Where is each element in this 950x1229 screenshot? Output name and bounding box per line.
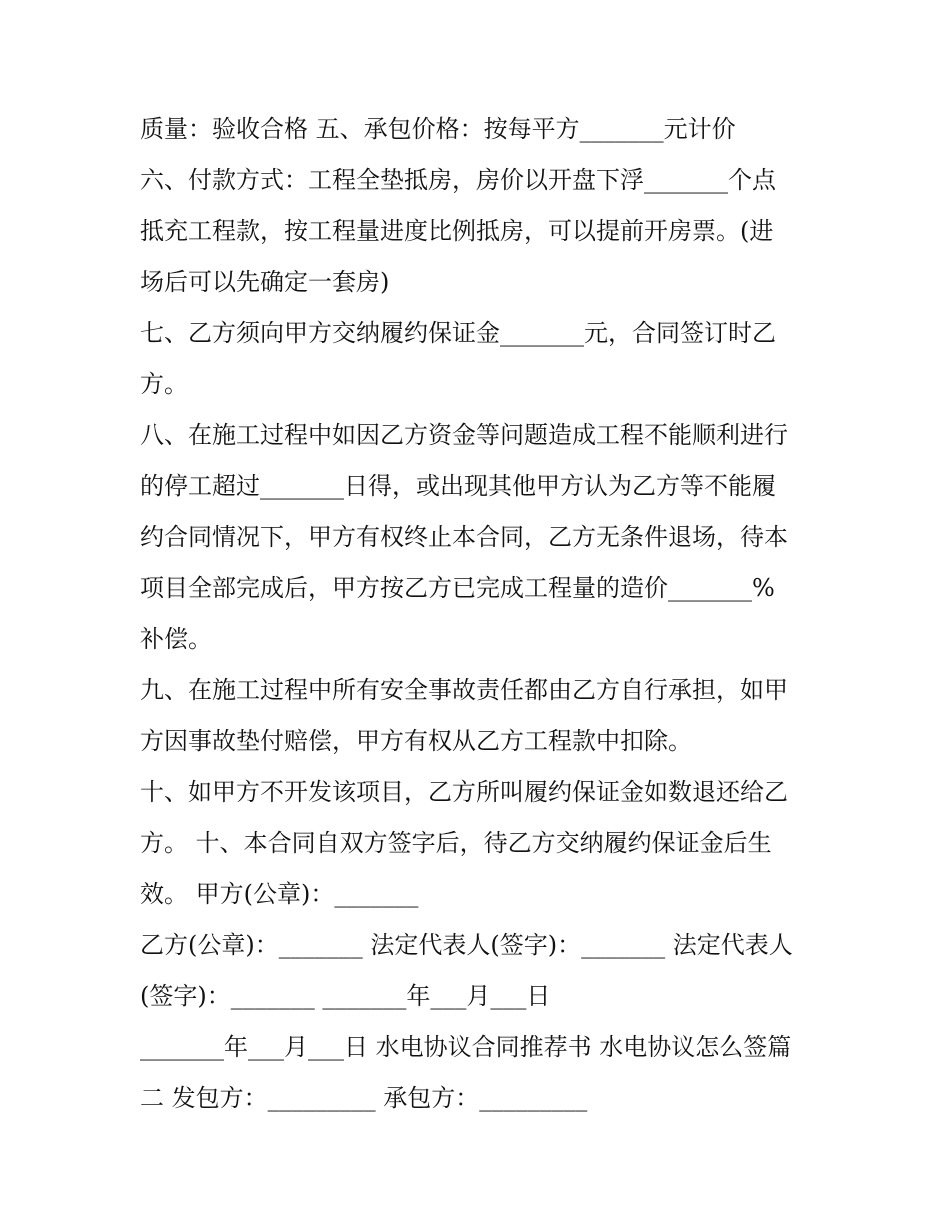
text-line: (签字)：_______ _______年___月___日 [140, 982, 551, 1010]
text-line: 方因事故垫付赔偿，甲方有权从乙方工程款中扣除。 [140, 727, 692, 755]
text-line: 八、在施工过程中如因乙方资金等问题造成工程不能顺利进行 [140, 421, 788, 449]
text-line: 质量：验收合格 五、承包价格：按每平方_______元计价 [140, 115, 736, 143]
text-line: 七、乙方须向甲方交纳履约保证金_______元，合同签订时乙 [140, 319, 776, 347]
text-line: 抵充工程款，按工程量进度比例抵房，可以提前开房票。(进 [140, 217, 774, 245]
text-line: _______年___月___日 水电协议合同推荐书 水电协议怎么签篇 [140, 1033, 792, 1061]
text-line: 约合同情况下，甲方有权终止本合同，乙方无条件退场，待本 [140, 523, 788, 551]
text-line: 效。 甲方(公章)：_______ [140, 880, 419, 908]
text-line: 二 发包方：_________ 承包方：_________ [140, 1084, 588, 1112]
text-line: 项目全部完成后，甲方按乙方已完成工程量的造价_______% [140, 574, 775, 602]
text-line: 场后可以先确定一套房) [140, 268, 390, 296]
text-line: 九、在施工过程中所有安全事故责任都由乙方自行承担，如甲 [140, 676, 788, 704]
text-line: 方。 十、本合同自双方签字后，待乙方交纳履约保证金后生 [140, 829, 772, 857]
text-line: 方。 [140, 370, 188, 398]
text-line: 六、付款方式：工程全垫抵房，房价以开盘下浮_______个点 [140, 166, 776, 194]
text-line: 补偿。 [140, 625, 212, 653]
text-line: 的停工超过_______日得，或出现其他甲方认为乙方等不能履 [140, 472, 776, 500]
document-body [140, 104, 820, 1124]
text-line: 乙方(公章)：_______ 法定代表人(签字)：_______ 法定代表人 [140, 931, 793, 959]
text-line: 十、如甲方不开发该项目，乙方所叫履约保证金如数退还给乙 [140, 778, 788, 806]
